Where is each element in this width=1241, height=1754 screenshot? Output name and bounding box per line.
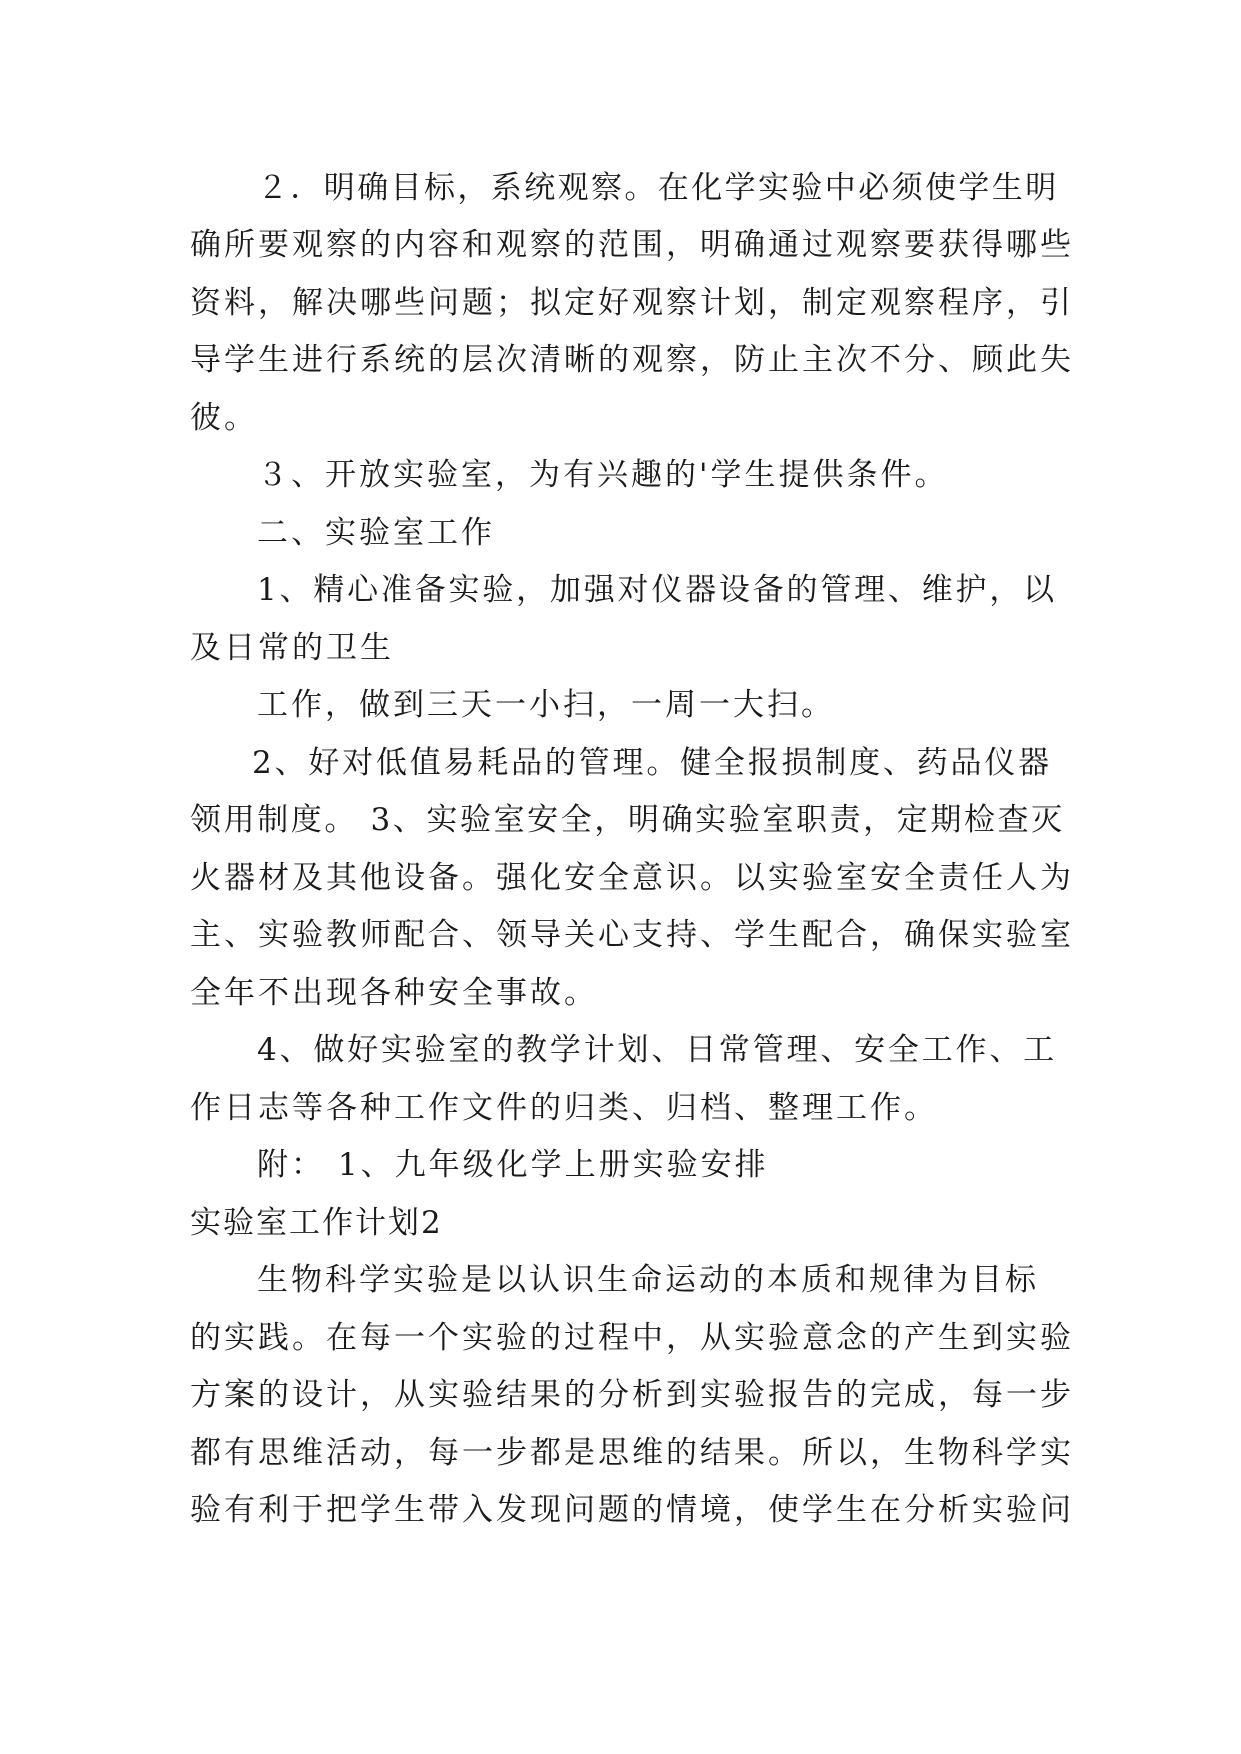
- text-line: 主、实验教师配合、领导关心支持、学生配合，确保实验室: [190, 917, 1074, 953]
- text-line: 验有利于把学生带入发现问题的情境，使学生在分析实验问: [190, 1492, 1074, 1528]
- text-line: 火器材及其他设备。强化安全意识。以实验室安全责任人为: [190, 860, 1074, 896]
- document-subtitle: 实验室工作计划2: [190, 1205, 443, 1241]
- text-line: 附： 1、九年级化学上册实验安排: [257, 1147, 769, 1183]
- text-line: 生物科学实验是以认识生命运动的本质和规律为目标: [257, 1262, 1039, 1298]
- text-line: 1、精心准备实验，加强对仪器设备的管理、维护，以: [257, 572, 1057, 608]
- section-heading: 二、实验室工作: [257, 515, 495, 551]
- text-line: ３、开放实验室，为有兴趣的'学生提供条件。: [257, 457, 949, 493]
- text-line: 2、好对低值易耗品的管理。健全报损制度、药品仪器: [252, 745, 1052, 781]
- text-line: 4、做好实验室的教学计划、日常管理、安全工作、工: [257, 1032, 1057, 1068]
- text-line: 都有思维活动，每一步都是思维的结果。所以，生物科学实: [190, 1435, 1074, 1471]
- text-line: 及日常的卫生: [190, 630, 394, 666]
- text-line: 彼。: [190, 400, 258, 436]
- text-line: 工作，做到三天一小扫，一周一大扫。: [257, 687, 835, 723]
- text-line: 全年不出现各种安全事故。: [190, 975, 598, 1011]
- text-line: 导学生进行系统的层次清晰的观察，防止主次不分、顾此失: [190, 342, 1074, 378]
- text-line: ２．明确目标，系统观察。在化学实验中必须使学生明: [257, 170, 1059, 206]
- text-line: 作日志等各种工作文件的归类、归档、整理工作。: [190, 1090, 938, 1126]
- text-line: 的实践。在每一个实验的过程中，从实验意念的产生到实验: [190, 1320, 1074, 1356]
- text-line: 方案的设计，从实验结果的分析到实验报告的完成，每一步: [190, 1377, 1074, 1413]
- text-line: 资料，解决哪些问题；拟定好观察计划，制定观察程序，引: [190, 285, 1074, 321]
- text-line: 领用制度。 3、实验室安全，明确实验室职责，定期检查灭: [190, 802, 1065, 838]
- text-line: 确所要观察的内容和观察的范围，明确通过观察要获得哪些: [190, 227, 1074, 263]
